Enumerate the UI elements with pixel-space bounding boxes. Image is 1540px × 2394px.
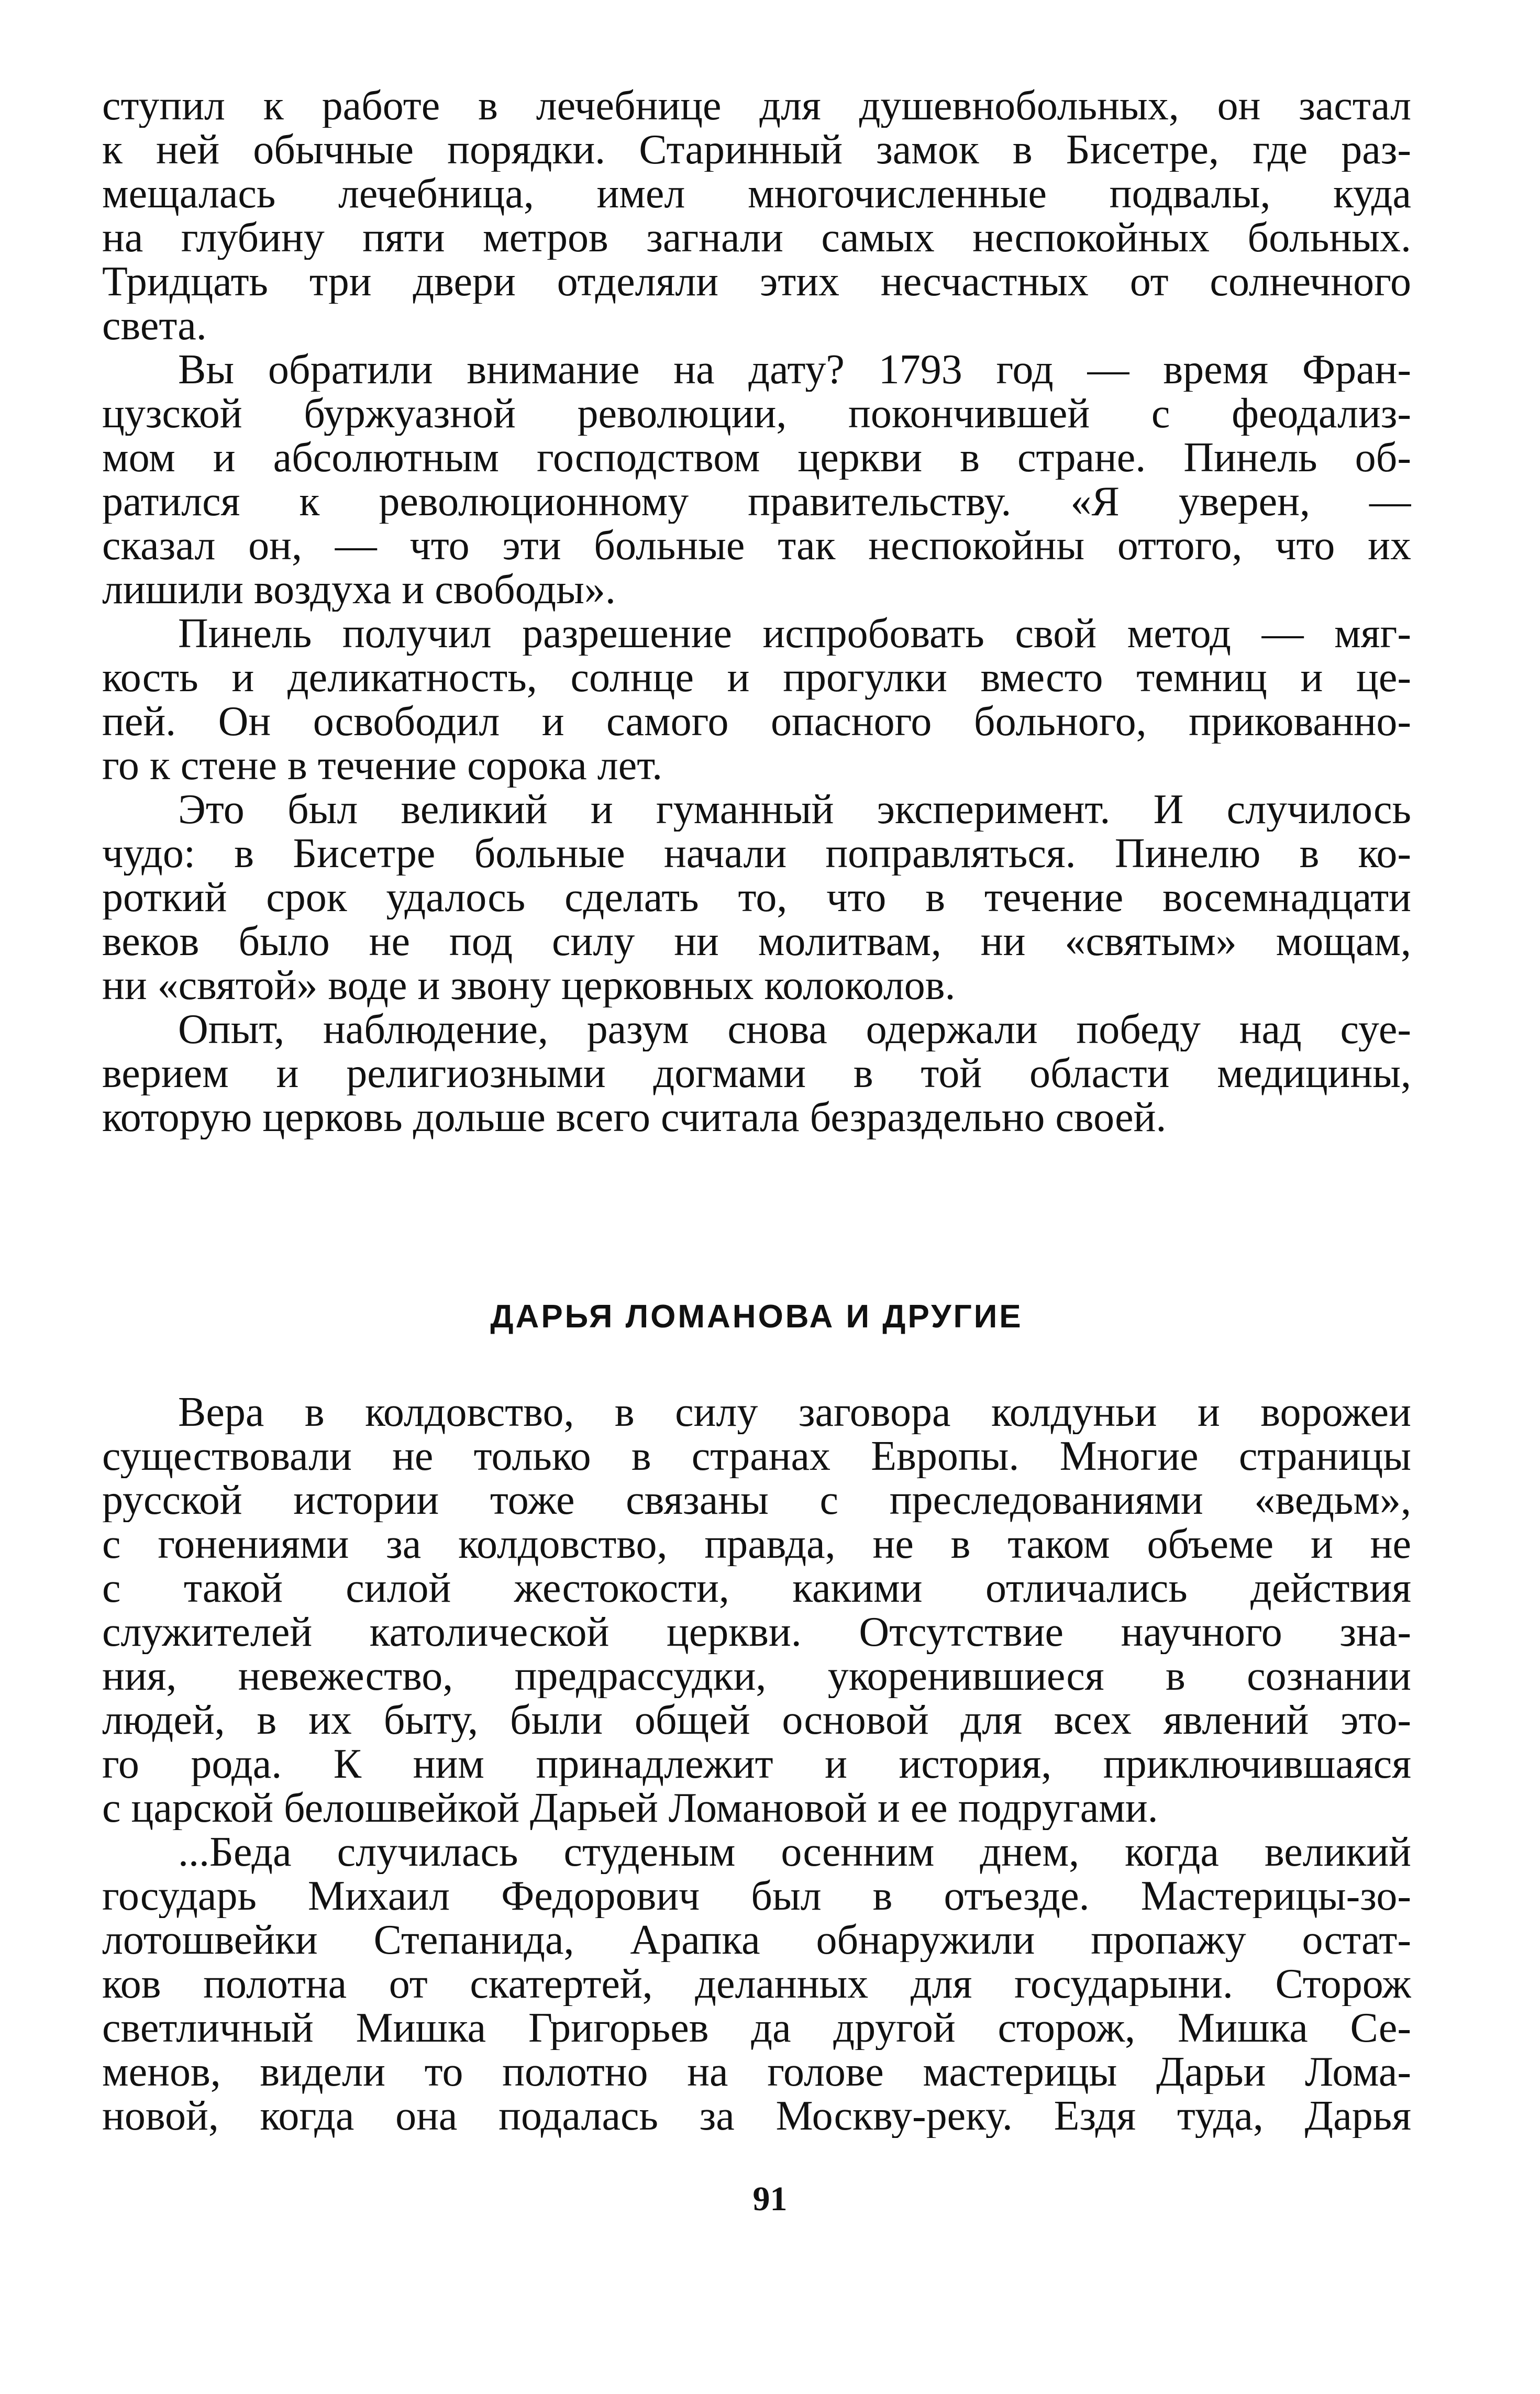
text-line: веков было не под силу ни молитвам, ни «святым» мощам, bbox=[102, 919, 1411, 963]
paragraph bbox=[102, 788, 1411, 1007]
text-line: с гонениями за колдовство, правда, не в таком объеме и не bbox=[102, 1522, 1411, 1566]
paragraph bbox=[102, 348, 1411, 612]
text-line: ни «святой» воде и звону церковных колоколов. bbox=[102, 963, 956, 1007]
text-line: новой, когда она подалась за Москву-реку. Ездя туда, Дарья bbox=[102, 2094, 1411, 2138]
text-line: сказал он, — что эти больные так неспокойны оттого, что их bbox=[102, 524, 1411, 568]
text-line: мещалась лечебница, имел многочисленные подвалы, куда bbox=[102, 172, 1411, 216]
text-line: русской истории тоже связаны с преследованиями «ведьм», bbox=[102, 1478, 1411, 1522]
text-line: света. bbox=[102, 304, 207, 348]
text-line: верием и религиозными догмами в той области медицины, bbox=[102, 1051, 1411, 1095]
text-line: менов, видели то полотно на голове мастерицы Дарьи Лома- bbox=[102, 2050, 1411, 2094]
text-line: ступил к работе в лечебнице для душевнобольных, он застал bbox=[102, 84, 1411, 128]
text-line: Вы обратили внимание на дату? 1793 год — время Фран- bbox=[178, 348, 1411, 392]
text-line: Опыт, наблюдение, разум снова одержали победу над суе- bbox=[178, 1007, 1411, 1051]
text-line: цузской буржуазной революции, покончившей с феодализ- bbox=[102, 392, 1411, 436]
text-line: Пинель получил разрешение испробовать свой метод — мяг- bbox=[178, 612, 1411, 656]
text-line: служителей католической церкви. Отсутствие научного зна- bbox=[102, 1610, 1411, 1654]
text-line: роткий срок удалось сделать то, что в течение восемнадцати bbox=[102, 875, 1411, 919]
text-line: ния, невежество, предрассудки, укоренившиеся в сознании bbox=[102, 1654, 1411, 1698]
text-line: которую церковь дольше всего считала безраздельно своей. bbox=[102, 1095, 1167, 1139]
text-line: ков полотна от скатертей, деланных для государыни. Сторож bbox=[102, 1962, 1411, 2006]
text-line: на глубину пяти метров загнали самых неспокойных больных. bbox=[102, 216, 1411, 260]
section-2 bbox=[102, 1390, 1411, 2138]
paragraph bbox=[102, 612, 1411, 788]
text-line: к ней обычные порядки. Старинный замок в Бисетре, где раз- bbox=[102, 128, 1411, 172]
paragraph bbox=[102, 84, 1411, 348]
text-line: ...Беда случилась студеным осенним днем, когда великий bbox=[178, 1830, 1411, 1874]
text-line: ратился к революционному правительству. «Я уверен, — bbox=[102, 480, 1411, 524]
text-line: государь Михаил Федорович был в отъезде. Мастерицы-зо- bbox=[102, 1874, 1411, 1918]
page-number: 91 bbox=[752, 2180, 788, 2218]
paragraph bbox=[102, 1830, 1411, 2138]
text-line: лотошвейки Степанида, Арапка обнаружили пропажу остат- bbox=[102, 1918, 1411, 1962]
text-line: Вера в колдовство, в силу заговора колдуньи и ворожеи bbox=[178, 1390, 1411, 1434]
text-line: с царской белошвейкой Дарьей Ломановой и ее подругами. bbox=[102, 1786, 1158, 1830]
text-line: лишили воздуха и свободы». bbox=[102, 568, 616, 612]
text-line: с такой силой жестокости, какими отличались действия bbox=[102, 1566, 1411, 1610]
text-line: пей. Он освободил и самого опасного больного, прикованно- bbox=[102, 700, 1411, 744]
text-line: чудо: в Бисетре больные начали поправляться. Пинелю в ко- bbox=[102, 832, 1411, 875]
text-line: кость и деликатность, солнце и прогулки вместо темниц и це- bbox=[102, 656, 1411, 700]
text-line: людей, в их быту, были общей основой для всех явлений это- bbox=[102, 1698, 1411, 1742]
text-line: Это был великий и гуманный эксперимент. И случилось bbox=[178, 788, 1411, 832]
section-heading: ДАРЬЯ ЛОМАНОВА И ДРУГИЕ bbox=[490, 1299, 1023, 1335]
text-line: Тридцать три двери отделяли этих несчастных от солнечного bbox=[102, 260, 1411, 304]
text-line: светличный Мишка Григорьев да другой сторож, Мишка Се- bbox=[102, 2006, 1411, 2050]
section-1 bbox=[102, 84, 1411, 1139]
text-line: существовали не только в странах Европы. Многие страницы bbox=[102, 1434, 1411, 1478]
paragraph bbox=[102, 1390, 1411, 1830]
paragraph bbox=[102, 1007, 1411, 1139]
text-line: го рода. К ним принадлежит и история, приключившаяся bbox=[102, 1742, 1411, 1786]
text-line: го к стене в течение сорока лет. bbox=[102, 744, 663, 788]
text-line: мом и абсолютным господством церкви в стране. Пинель об- bbox=[102, 436, 1411, 480]
